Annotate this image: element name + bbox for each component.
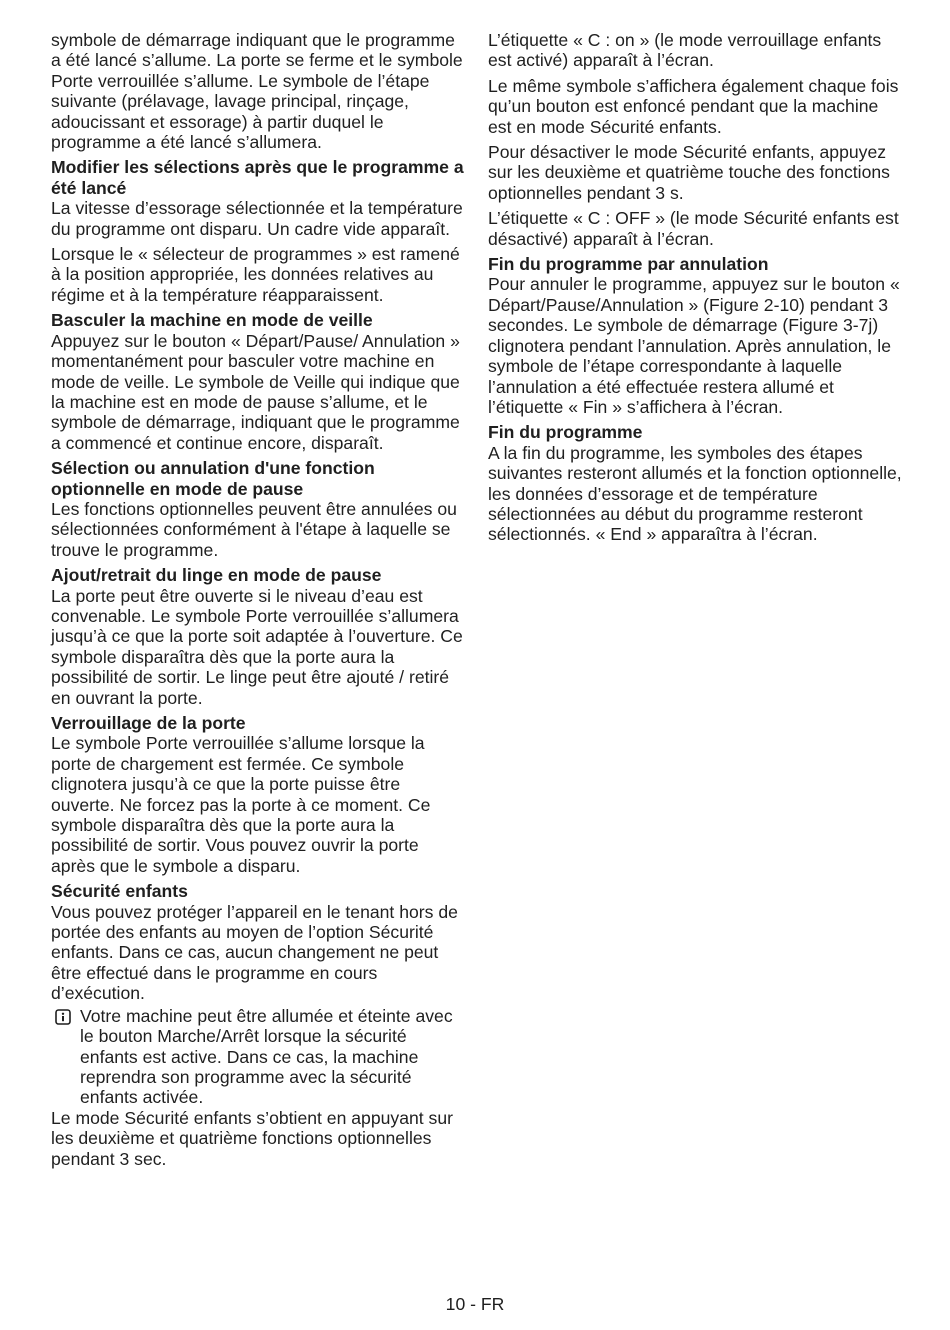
section-paragraph: Lorsque le « sélecteur de programmes » est ramené à la position appropriée, les données relatives au régime et à la température réapparaissent. bbox=[51, 244, 460, 305]
info-icon bbox=[55, 1009, 71, 1025]
child-safety-activation: Le mode Sécurité enfants s’obtient en appuyant sur les deuxième et quatrième fonctions optionnelles pendant 3 sec. bbox=[51, 1107, 453, 1169]
section-standby-mode bbox=[51, 310, 466, 453]
section-paragraph: La vitesse d’essorage sélectionnée et la température du programme ont disparu. Un cadre vide apparaît. bbox=[51, 198, 463, 239]
info-note-text: Votre machine peut être allumée et éteinte avec le bouton Marche/Arrêt lorsque la sécurité enfants est active. Dans ce cas, la machine reprendra son programme avec la sécurité enfants activée. bbox=[80, 1005, 453, 1108]
section-paragraph: A la fin du programme, les symboles des étapes suivantes resteront allumés et la fonction optionnelle, les données d’essorage et de température sélectionnées au début du programme resteront sélectionnés. « End » apparaîtra à l’écran. bbox=[488, 442, 902, 545]
info-note bbox=[51, 1006, 466, 1108]
section-heading: Fin du programme par annulation bbox=[488, 254, 769, 275]
section-paragraph: Pour annuler le programme, appuyez sur le bouton « Départ/Pause/Annulation » (Figure 2-10) pendant 3 secondes. Le symbole de démarrage (Figure 3-7j) clignotera pendant l’annulation. Après annulation, le symbole de l’étape correspondante à laquelle l’annulation a été effectuée restera allumé et l’étiquette « Fin » s’affichera à l’écran. bbox=[488, 274, 900, 417]
section-heading: Sélection ou annulation d'une fonction optionnelle en mode de pause bbox=[51, 458, 375, 499]
section-paragraph: Appuyez sur le bouton « Départ/Pause/ Annulation » momentanément pour basculer votre machine en mode de veille. Le symbole de Veille qui indique que la machine est en mode de pause s’allume, et le symbole de démarrage, indiquant que le programme a commencé et continue encore, disparaît. bbox=[51, 330, 460, 453]
section-paragraph: Le symbole Porte verrouillée s’allume lorsque la porte de chargement est fermée. Ce symbole clignotera jusqu’à ce que la porte puisse être ouverte. Ne forcez pas la porte à ce moment. Ce symbole disparaîtra dès que la porte aura la possibilité de sortir. Vous pouvez ouvrir la porte après que le symbole a disparu. bbox=[51, 733, 431, 876]
section-program-cancel bbox=[488, 254, 903, 417]
child-lock-symbol-paragraph: Le même symbole s’affichera également chaque fois qu’un bouton est enfoncé pendant que la machine est en mode Sécurité enfants. bbox=[488, 75, 899, 137]
page-number: 10 - FR bbox=[445, 1294, 505, 1314]
section-door-lock bbox=[51, 713, 466, 876]
section-heading: Verrouillage de la porte bbox=[51, 713, 246, 733]
section-heading: Ajout/retrait du linge en mode de pause bbox=[51, 565, 382, 586]
section-heading: Sécurité enfants bbox=[51, 881, 188, 902]
section-paragraph: Vous pouvez protéger l’appareil en le tenant hors de portée des enfants au moyen de l’option Sécurité enfants. Dans ce cas, aucun changement ne peut être effectué dans le programme en cours d’exécution. bbox=[51, 901, 458, 1004]
section-child-safety bbox=[51, 881, 466, 1003]
right-column bbox=[488, 30, 903, 550]
intro-paragraph: symbole de démarrage indiquant que le programme a été lancé s’allume. La porte se ferme et le symbole Porte verrouillée s’allume. Le symbole de l’étape suivante (prélavage, lavage principal, rinçage, adoucissant et essorage) à partir duquel le programme a été lancé s’allumera. bbox=[51, 30, 463, 153]
section-heading: Fin du programme bbox=[488, 422, 643, 443]
section-modify-selections bbox=[51, 157, 466, 239]
section-heading: Basculer la machine en mode de veille bbox=[51, 310, 373, 331]
left-column bbox=[51, 30, 466, 1174]
child-lock-deactivate-paragraph: Pour désactiver le mode Sécurité enfants, appuyez sur les deuxième et quatrième touche des fonctions optionnelles pendant 3 s. bbox=[488, 142, 890, 203]
section-paragraph: La porte peut être ouverte si le niveau d’eau est convenable. Le symbole Porte verrouillée s’allumera jusqu’à ce que la porte soit adaptée à l’ouverture. Ce symbole disparaîtra dès que la porte aura la possibilité de sortir. Le linge peut être ajouté / retiré en ouvrant la porte. bbox=[51, 585, 463, 708]
child-lock-on-label-paragraph: L’étiquette « C : on » (le mode verrouillage enfants est activé) apparaît à l’écran. bbox=[488, 30, 882, 71]
section-optional-function-pause bbox=[51, 458, 466, 560]
section-heading: Modifier les sélections après que le programme a été lancé bbox=[51, 157, 464, 198]
child-lock-off-label-paragraph: L’étiquette « C : OFF » (le mode Sécurité enfants est désactivé) apparaît à l’écran. bbox=[488, 208, 899, 249]
section-add-remove-laundry bbox=[51, 565, 466, 708]
section-paragraph: Les fonctions optionnelles peuvent être annulées ou sélectionnées conformément à l'étape à laquelle se trouve le programme. bbox=[51, 498, 457, 560]
section-program-end bbox=[488, 422, 903, 544]
